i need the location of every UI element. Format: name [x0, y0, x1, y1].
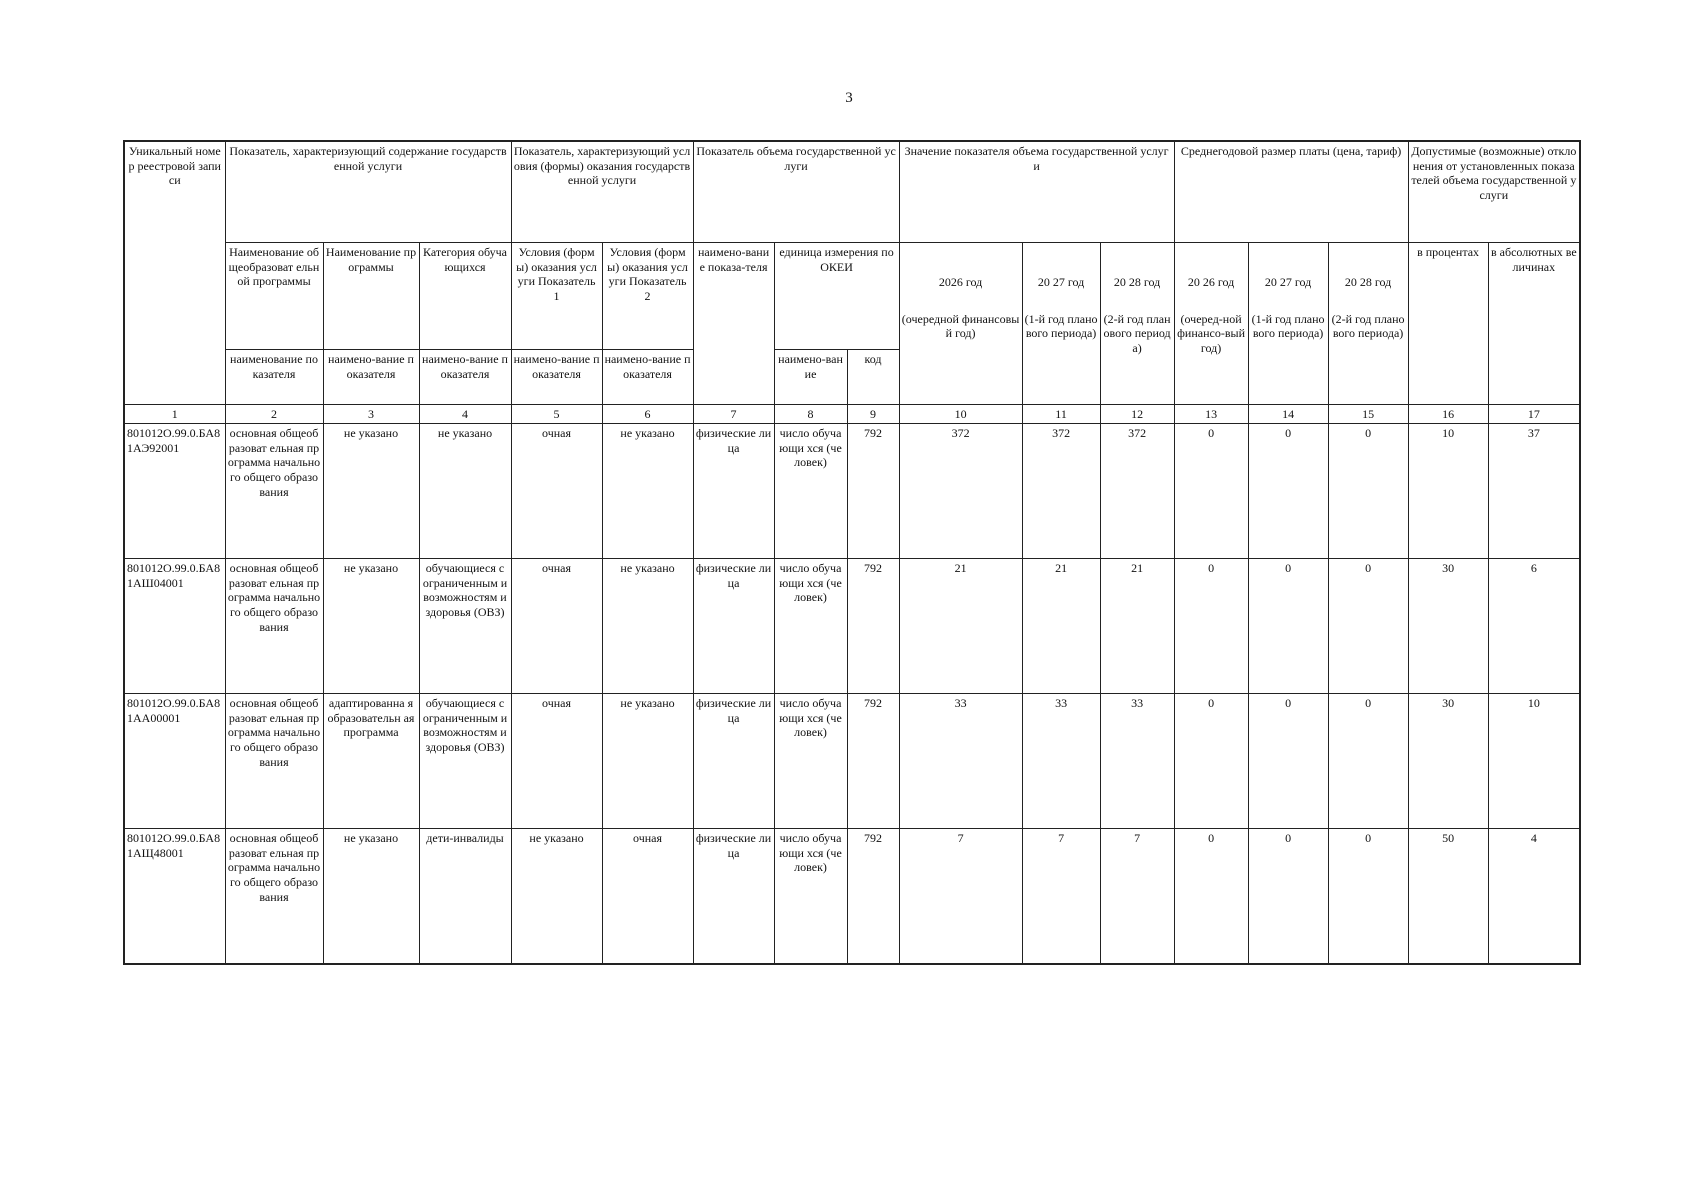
volume-indicator-name: физические лица — [693, 829, 774, 965]
program-type: основная общеобразоват ельная программа начального общего образования — [225, 559, 323, 694]
col-number: 12 — [1100, 405, 1174, 424]
service-volume-table — [123, 140, 1581, 965]
header-year-2027: 20 27 год — [1037, 275, 1085, 289]
registry-code: 801012О.99.0.БА81АА00001 — [124, 694, 225, 829]
page-number: 3 — [845, 90, 853, 106]
header-conditions-indicator: Показатель, характеризующий условия (формы) оказания государственной услуги — [511, 141, 693, 243]
unit-name: число обучающи хся (человек) — [774, 559, 847, 694]
payment-2028: 0 — [1328, 424, 1408, 559]
student-category: дети-инвалиды — [419, 829, 511, 965]
header-unique-number: Уникальный номер реестровой записи — [124, 141, 225, 405]
program-type: основная общеобразоват ельная программа начального общего образования — [225, 694, 323, 829]
col-number: 9 — [847, 405, 899, 424]
deviation-percent: 30 — [1408, 559, 1488, 694]
payment-2027: 0 — [1248, 829, 1328, 965]
header-col-cond1: Условия (формы) оказания услуги Показатель 1 — [511, 243, 602, 350]
header-ind-name-5: наимено-вание показателя — [602, 350, 693, 405]
header-pay-2027-cell — [1248, 243, 1328, 405]
header-pay-2028-cell — [1328, 243, 1408, 405]
header-pay-2028: 20 28 год — [1344, 275, 1392, 289]
volume-indicator-name: физические лица — [693, 694, 774, 829]
payment-2028: 0 — [1328, 694, 1408, 829]
col-number: 1 — [124, 405, 225, 424]
okei-code: 792 — [847, 424, 899, 559]
header-year-2026: 2026 год — [938, 275, 983, 289]
program-type: основная общеобразоват ельная программа начального общего образования — [225, 829, 323, 965]
header-year-2028-cell — [1100, 243, 1174, 405]
header-plan2-a: (2-й год планового периода) — [1103, 311, 1171, 355]
table-row — [124, 424, 1580, 559]
volume-2027: 21 — [1022, 559, 1100, 694]
registry-code: 801012О.99.0.БА81АЩ48001 — [124, 829, 225, 965]
col-number: 7 — [693, 405, 774, 424]
condition-1: очная — [511, 424, 602, 559]
deviation-percent: 10 — [1408, 424, 1488, 559]
col-number: 17 — [1488, 405, 1580, 424]
table-row — [124, 694, 1580, 829]
volume-indicator-name: физические лица — [693, 559, 774, 694]
payment-2026: 0 — [1174, 829, 1248, 965]
col-number: 8 — [774, 405, 847, 424]
col-number: 11 — [1022, 405, 1100, 424]
header-year-2026-sub: (очередной финансовый год) — [901, 311, 1020, 341]
col-number: 5 — [511, 405, 602, 424]
deviation-percent: 50 — [1408, 829, 1488, 965]
header-ind-name-3: наимено-вание показателя — [419, 350, 511, 405]
payment-2026: 0 — [1174, 694, 1248, 829]
okei-code: 792 — [847, 694, 899, 829]
program-name: не указано — [323, 424, 419, 559]
okei-code: 792 — [847, 829, 899, 965]
deviation-absolute: 4 — [1488, 829, 1580, 965]
header-volume-value: Значение показателя объема государственной услуги — [899, 141, 1174, 243]
col-number: 10 — [899, 405, 1022, 424]
okei-code: 792 — [847, 559, 899, 694]
volume-2027: 33 — [1022, 694, 1100, 829]
condition-1: очная — [511, 559, 602, 694]
col-number: 4 — [419, 405, 511, 424]
volume-2027: 372 — [1022, 424, 1100, 559]
student-category: обучающиеся с ограниченным и возможностям и здоровья (ОВЗ) — [419, 559, 511, 694]
deviation-percent: 30 — [1408, 694, 1488, 829]
header-absolute: в абсолютных величинах — [1488, 243, 1580, 405]
deviation-absolute: 10 — [1488, 694, 1580, 829]
table-row — [124, 829, 1580, 965]
volume-2028: 21 — [1100, 559, 1174, 694]
header-pay-2026-cell — [1174, 243, 1248, 405]
header-plan1-b: (1-й год планового периода) — [1251, 311, 1325, 341]
payment-2027: 0 — [1248, 694, 1328, 829]
header-ind-name-1: наименование показателя — [225, 350, 323, 405]
condition-1: не указано — [511, 829, 602, 965]
student-category: обучающиеся с ограниченным и возможностям и здоровья (ОВЗ) — [419, 694, 511, 829]
student-category: не указано — [419, 424, 511, 559]
program-name: не указано — [323, 559, 419, 694]
header-okei-code: код — [847, 350, 899, 405]
header-next-fin: (очеред-ной финансо-вый год) — [1177, 311, 1245, 355]
volume-2028: 33 — [1100, 694, 1174, 829]
deviation-absolute: 37 — [1488, 424, 1580, 559]
col-number: 16 — [1408, 405, 1488, 424]
col-number: 2 — [225, 405, 323, 424]
header-volume-indicator: Показатель объема государственной услуги — [693, 141, 899, 243]
payment-2027: 0 — [1248, 424, 1328, 559]
header-col-prog-name: Наименование общеобразоват ельной программы — [225, 243, 323, 350]
header-col-cond2: Условия (формы) оказания услуги Показатель 2 — [602, 243, 693, 350]
unit-name: число обучающи хся (человек) — [774, 694, 847, 829]
condition-2: не указано — [602, 424, 693, 559]
condition-1: очная — [511, 694, 602, 829]
volume-2026: 33 — [899, 694, 1022, 829]
header-percent: в процентах — [1408, 243, 1488, 405]
volume-2028: 7 — [1100, 829, 1174, 965]
payment-2026: 0 — [1174, 424, 1248, 559]
condition-2: не указано — [602, 559, 693, 694]
volume-2026: 7 — [899, 829, 1022, 965]
header-okei-unit: единица измерения по ОКЕИ — [774, 243, 899, 350]
header-ind-name-2: наимено-вание показателя — [323, 350, 419, 405]
header-vol-name: наимено-вание показа-теля — [693, 243, 774, 405]
col-number: 3 — [323, 405, 419, 424]
volume-2027: 7 — [1022, 829, 1100, 965]
col-number: 6 — [602, 405, 693, 424]
payment-2026: 0 — [1174, 559, 1248, 694]
registry-code: 801012О.99.0.БА81АШ04001 — [124, 559, 225, 694]
header-content-indicator: Показатель, характеризующий содержание государственной услуги — [225, 141, 511, 243]
registry-code: 801012О.99.0.БА81АЭ92001 — [124, 424, 225, 559]
volume-2028: 372 — [1100, 424, 1174, 559]
header-ind-name-4: наимено-вание показателя — [511, 350, 602, 405]
program-name: не указано — [323, 829, 419, 965]
payment-2028: 0 — [1328, 559, 1408, 694]
unit-name: число обучающи хся (человек) — [774, 829, 847, 965]
header-pay-2026: 20 26 год — [1187, 275, 1235, 289]
payment-2028: 0 — [1328, 829, 1408, 965]
payment-2027: 0 — [1248, 559, 1328, 694]
volume-2026: 372 — [899, 424, 1022, 559]
header-year-2027-cell — [1022, 243, 1100, 405]
col-number: 15 — [1328, 405, 1408, 424]
volume-2026: 21 — [899, 559, 1022, 694]
unit-name: число обучающи хся (человек) — [774, 424, 847, 559]
header-year-2026-cell — [899, 243, 1022, 405]
program-name: адаптированна я образовательн ая программа — [323, 694, 419, 829]
header-avg-payment: Среднегодовой размер платы (цена, тариф) — [1174, 141, 1408, 243]
table-row — [124, 559, 1580, 694]
condition-2: очная — [602, 829, 693, 965]
header-plan1-a: (1-й год планового периода) — [1024, 311, 1098, 341]
header-allowed-deviations: Допустимые (возможные) отклонения от установленных показателей объема государственной услуги — [1408, 141, 1580, 243]
header-plan2-b: (2-й год планового периода) — [1331, 311, 1405, 341]
volume-indicator-name: физические лица — [693, 424, 774, 559]
header-year-2028: 20 28 год — [1113, 275, 1161, 289]
header-col-program: Наименование программы — [323, 243, 419, 350]
deviation-absolute: 6 — [1488, 559, 1580, 694]
header-pay-2027: 20 27 год — [1264, 275, 1312, 289]
column-numbers-row — [124, 405, 1580, 424]
col-number: 14 — [1248, 405, 1328, 424]
header-col-category: Категория обучающихся — [419, 243, 511, 350]
col-number: 13 — [1174, 405, 1248, 424]
header-okei-name: наимено-вание — [774, 350, 847, 405]
program-type: основная общеобразоват ельная программа начального общего образования — [225, 424, 323, 559]
condition-2: не указано — [602, 694, 693, 829]
